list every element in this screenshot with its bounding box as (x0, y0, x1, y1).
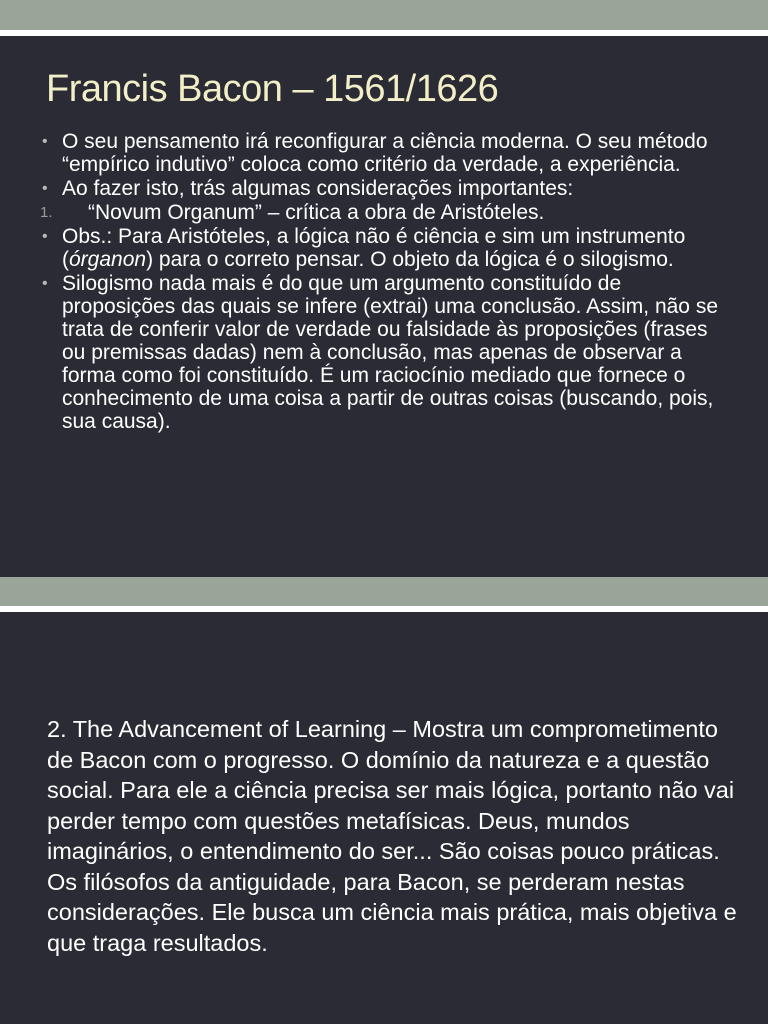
top-divider-band (0, 0, 768, 30)
bullet-text-emphasis: órganon (69, 248, 147, 271)
numbered-text: “Novum Organum” – crítica a obra de Aristóteles. (88, 201, 545, 224)
middle-divider-band (0, 577, 768, 606)
slide-1 (0, 36, 768, 577)
bullet-item (42, 272, 732, 433)
bullet-list (42, 130, 732, 434)
slide-2 (0, 612, 768, 1024)
bullet-item (42, 177, 732, 200)
bullet-marker: • (42, 133, 48, 150)
bullet-text-part: ) para o correto pensar. O objeto da lógica é o silogismo. (146, 248, 674, 271)
slide-title: Francis Bacon – 1561/1626 (46, 68, 499, 110)
bullet-item (42, 130, 732, 176)
bullet-marker: • (42, 275, 48, 292)
bullet-text: O seu pensamento irá reconfigurar a ciência moderna. O seu método “empírico indutivo” coloca como critério da verdade, a experiência. (62, 130, 708, 176)
bullet-item (42, 225, 732, 271)
bullet-text: Ao fazer isto, trás algumas considerações importantes: (62, 177, 574, 200)
bullet-text-part: Obs.: Para Aristóteles, a lógica não é ciência e sim um instrumento ( (62, 225, 686, 271)
bullet-text: Silogismo nada mais é do que um argumento constituído de proposições das quais se infere (extrai) uma conclusão. Assim, não se trata de conferir valor de verdade ou falsidade às proposições (frases ou premissas dadas) nem à conclusão, mas apenas de observar a forma como foi constituído. É um raciocínio mediado que fornece o conhecimento de uma coisa a partir de outras coisas (buscando, pois, sua causa). (62, 272, 718, 433)
list-number: 1. (40, 204, 53, 221)
bullet-marker: • (42, 180, 48, 197)
numbered-item (42, 201, 732, 224)
slide-paragraph: 2. The Advancement of Learning – Mostra um comprometimento de Bacon com o progresso. O domínio da natureza e a questão social. Para ele a ciência precisa ser mais lógica, portanto não vai perder tempo com questões metafísicas. Deus, mundos imaginários, o entendimento do ser... São coisas pouco práticas. Os filósofos da antiguidade, para Bacon, se perderam nestas considerações. Ele busca um ciência mais prática, mais objetiva e que traga resultados. (47, 716, 737, 956)
bullet-marker: • (42, 228, 48, 245)
